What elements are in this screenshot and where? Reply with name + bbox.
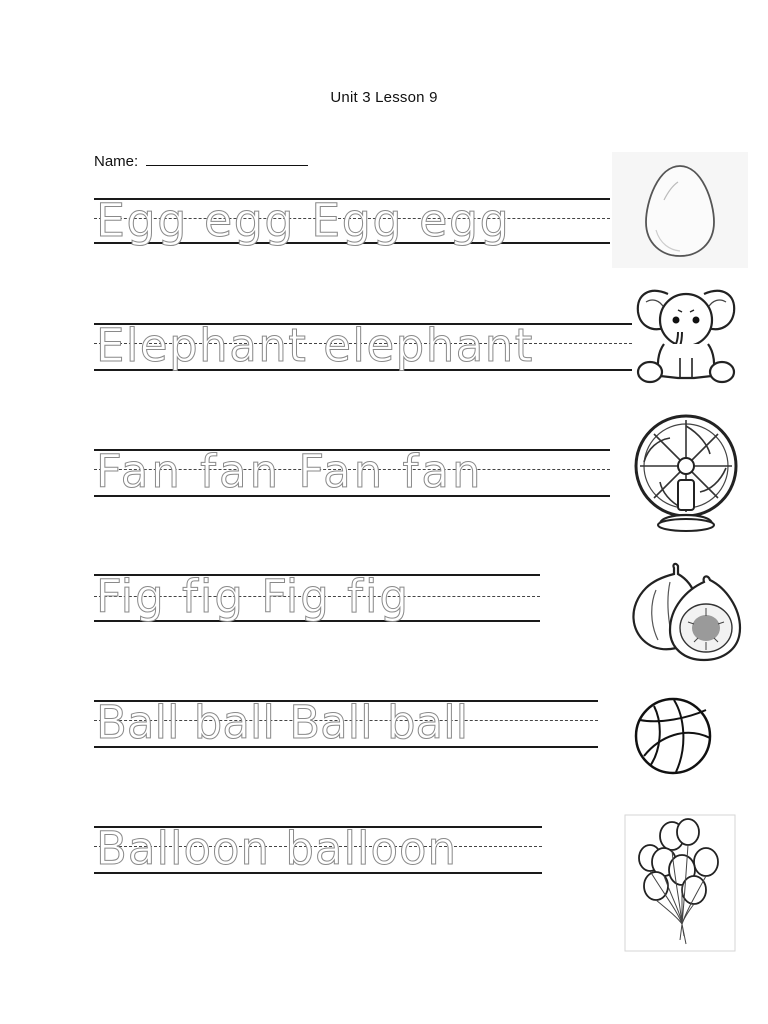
trace-text: Balloon balloon	[96, 822, 458, 875]
basketball-icon	[630, 696, 716, 776]
fig-icon	[626, 560, 744, 664]
trace-text: Fig fig Fig fig	[96, 570, 411, 623]
balloons-icon	[624, 814, 736, 952]
name-label: Name:	[94, 153, 139, 170]
trace-text: Ball ball Ball ball	[96, 696, 469, 749]
fan-icon	[630, 412, 746, 536]
page-title: Unit 3 Lesson 9	[330, 89, 438, 106]
elephant-icon	[630, 280, 742, 390]
trace-text: Elephant elephant	[96, 319, 534, 372]
trace-text: Egg egg Egg egg	[96, 194, 511, 247]
trace-text: Fan fan Fan fan	[96, 445, 484, 498]
egg-icon	[612, 152, 748, 268]
